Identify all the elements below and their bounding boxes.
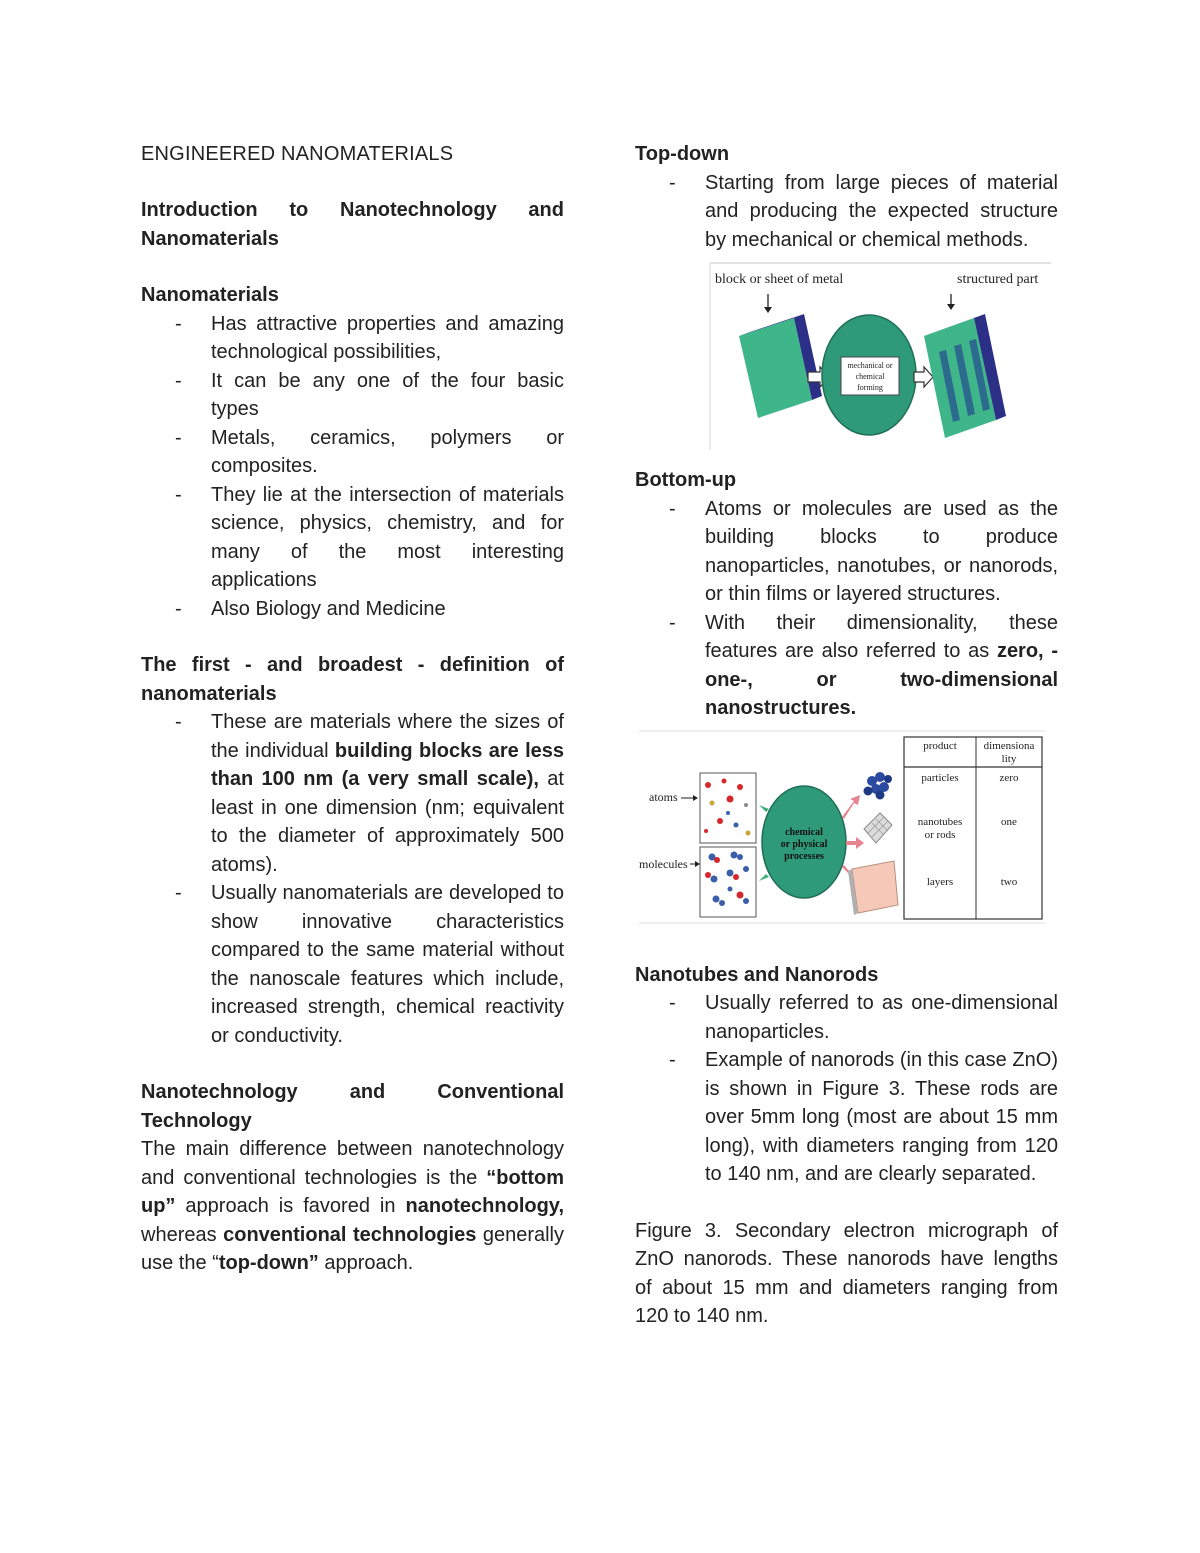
para-text: whereas	[141, 1223, 224, 1246]
atoms-label: atoms	[649, 789, 678, 804]
bottomup-figure	[636, 729, 1048, 925]
def-item-text: These are materials where the sizes of the individual	[211, 711, 564, 762]
list-item: - Example of nanorods (in this case ZnO) is shown in Figure 3. These rods are over 5mm long (most are about 15 mm long), with diameters ranging from 120 to 140 nm, and are clearly separated.	[635, 1046, 1058, 1189]
para-bold: nanotechnology,	[405, 1195, 564, 1217]
topdown-list	[635, 169, 1058, 255]
nanotubes-list	[635, 989, 1058, 1189]
table-header-product: product	[923, 739, 957, 752]
right-column	[635, 140, 1058, 1331]
table-cell: or rods	[924, 828, 956, 841]
list-item: - Has attractive properties and amazing technological possibilities,	[141, 310, 564, 367]
product-dimensionality-table	[904, 737, 1042, 919]
conventional-heading: Nanotechnology and Conventional Technology	[141, 1081, 564, 1132]
topdown-heading: Top-down	[635, 143, 730, 165]
list-item: - Usually referred to as one-dimensional nanoparticles.	[635, 989, 1058, 1046]
list-item: - Usually nanomaterials are developed to show innovative characteristics compared to the same material without the nanoscale features which include, increased strength, chemical reactivity or conductivity.	[141, 879, 564, 1050]
table-header-dimensionality: lity	[1001, 752, 1017, 765]
table-cell: particles	[921, 771, 959, 784]
para-bold: “bottom up”	[141, 1166, 564, 1217]
molecules-box	[700, 847, 756, 917]
para-text: approach.	[318, 1252, 414, 1274]
list-item: - They lie at the intersection of materials science, physics, chemistry, and for many of the most interesting applications	[141, 481, 564, 595]
intro-heading: Introduction to Nanotechnology and Nanomaterials	[141, 199, 564, 250]
table-cell: one	[1001, 815, 1017, 828]
definition-list	[141, 708, 564, 1050]
process-text: mechanical or	[847, 361, 893, 370]
table-cell: nanotubes	[917, 815, 963, 828]
def-item-text: at least in one dimension (nm; equivalent to the diameter of approximately 500 atoms).	[211, 768, 564, 876]
process-text: forming	[857, 383, 883, 392]
process-text: or physical	[780, 838, 828, 850]
table-cell: two	[1000, 875, 1018, 888]
para-bold: conventional technologies	[223, 1223, 477, 1246]
structured-part-label: structured part	[957, 272, 1039, 287]
bottomup-bold: zero, -one-, or two-dimensional nanostructures.	[705, 640, 1058, 719]
left-column	[141, 140, 564, 1278]
para-text: The main difference between nanotechnology and conventional technologies is the	[141, 1138, 564, 1189]
document-title: ENGINEERED NANOMATERIALS	[141, 143, 454, 165]
nanomaterials-heading: Nanomaterials	[141, 284, 279, 306]
list-item: - Also Biology and Medicine	[141, 595, 564, 624]
bottomup-list	[635, 495, 1058, 723]
topdown-figure	[708, 260, 1053, 452]
process-text: processes	[784, 850, 824, 862]
nanotubes-heading: Nanotubes and Nanorods	[635, 963, 879, 986]
nanomaterials-list	[141, 310, 564, 624]
definition-heading: The first - and broadest - definition of nanomaterials	[141, 654, 564, 705]
block-sheet-label: block or sheet of metal	[715, 272, 844, 287]
para-text: approach is favored in	[175, 1195, 406, 1217]
list-item: - Metals, ceramics, polymers or composites.	[141, 424, 564, 481]
conventional-paragraph	[141, 1135, 564, 1278]
table-cell: layers	[926, 875, 954, 888]
table-cell: zero	[999, 771, 1019, 784]
list-item: - Starting from large pieces of material and producing the expected structure by mechanical or chemical methods.	[635, 169, 1058, 255]
bottomup-text: With their dimensionality, these features are also referred to as	[705, 611, 1058, 662]
list-item: - Atoms or molecules are used as the building blocks to produce nanoparticles, nanotubes, or nanorods, or thin films or layered structures.	[635, 495, 1058, 609]
process-text: chemical	[785, 826, 823, 838]
para-text: generally use the “	[141, 1223, 564, 1274]
para-bold: top-down”	[218, 1252, 319, 1274]
list-item: - It can be any one of the four basic types	[141, 367, 564, 424]
def-item-bold: building blocks are less than 100 nm (a very small scale),	[211, 739, 564, 790]
molecules-label: molecules	[639, 856, 688, 871]
list-item	[141, 708, 564, 879]
figure3-caption: Figure 3. Secondary electron micrograph of ZnO nanorods. These nanorods have lengths of about 15 mm and diameters ranging from 120 to 140 nm.	[635, 1219, 1058, 1327]
process-text: chemical	[855, 372, 885, 381]
layers-icon	[848, 861, 898, 915]
table-header-dimensionality: dimensiona	[983, 739, 1035, 752]
list-item	[635, 609, 1058, 723]
bottomup-heading: Bottom-up	[635, 469, 737, 491]
